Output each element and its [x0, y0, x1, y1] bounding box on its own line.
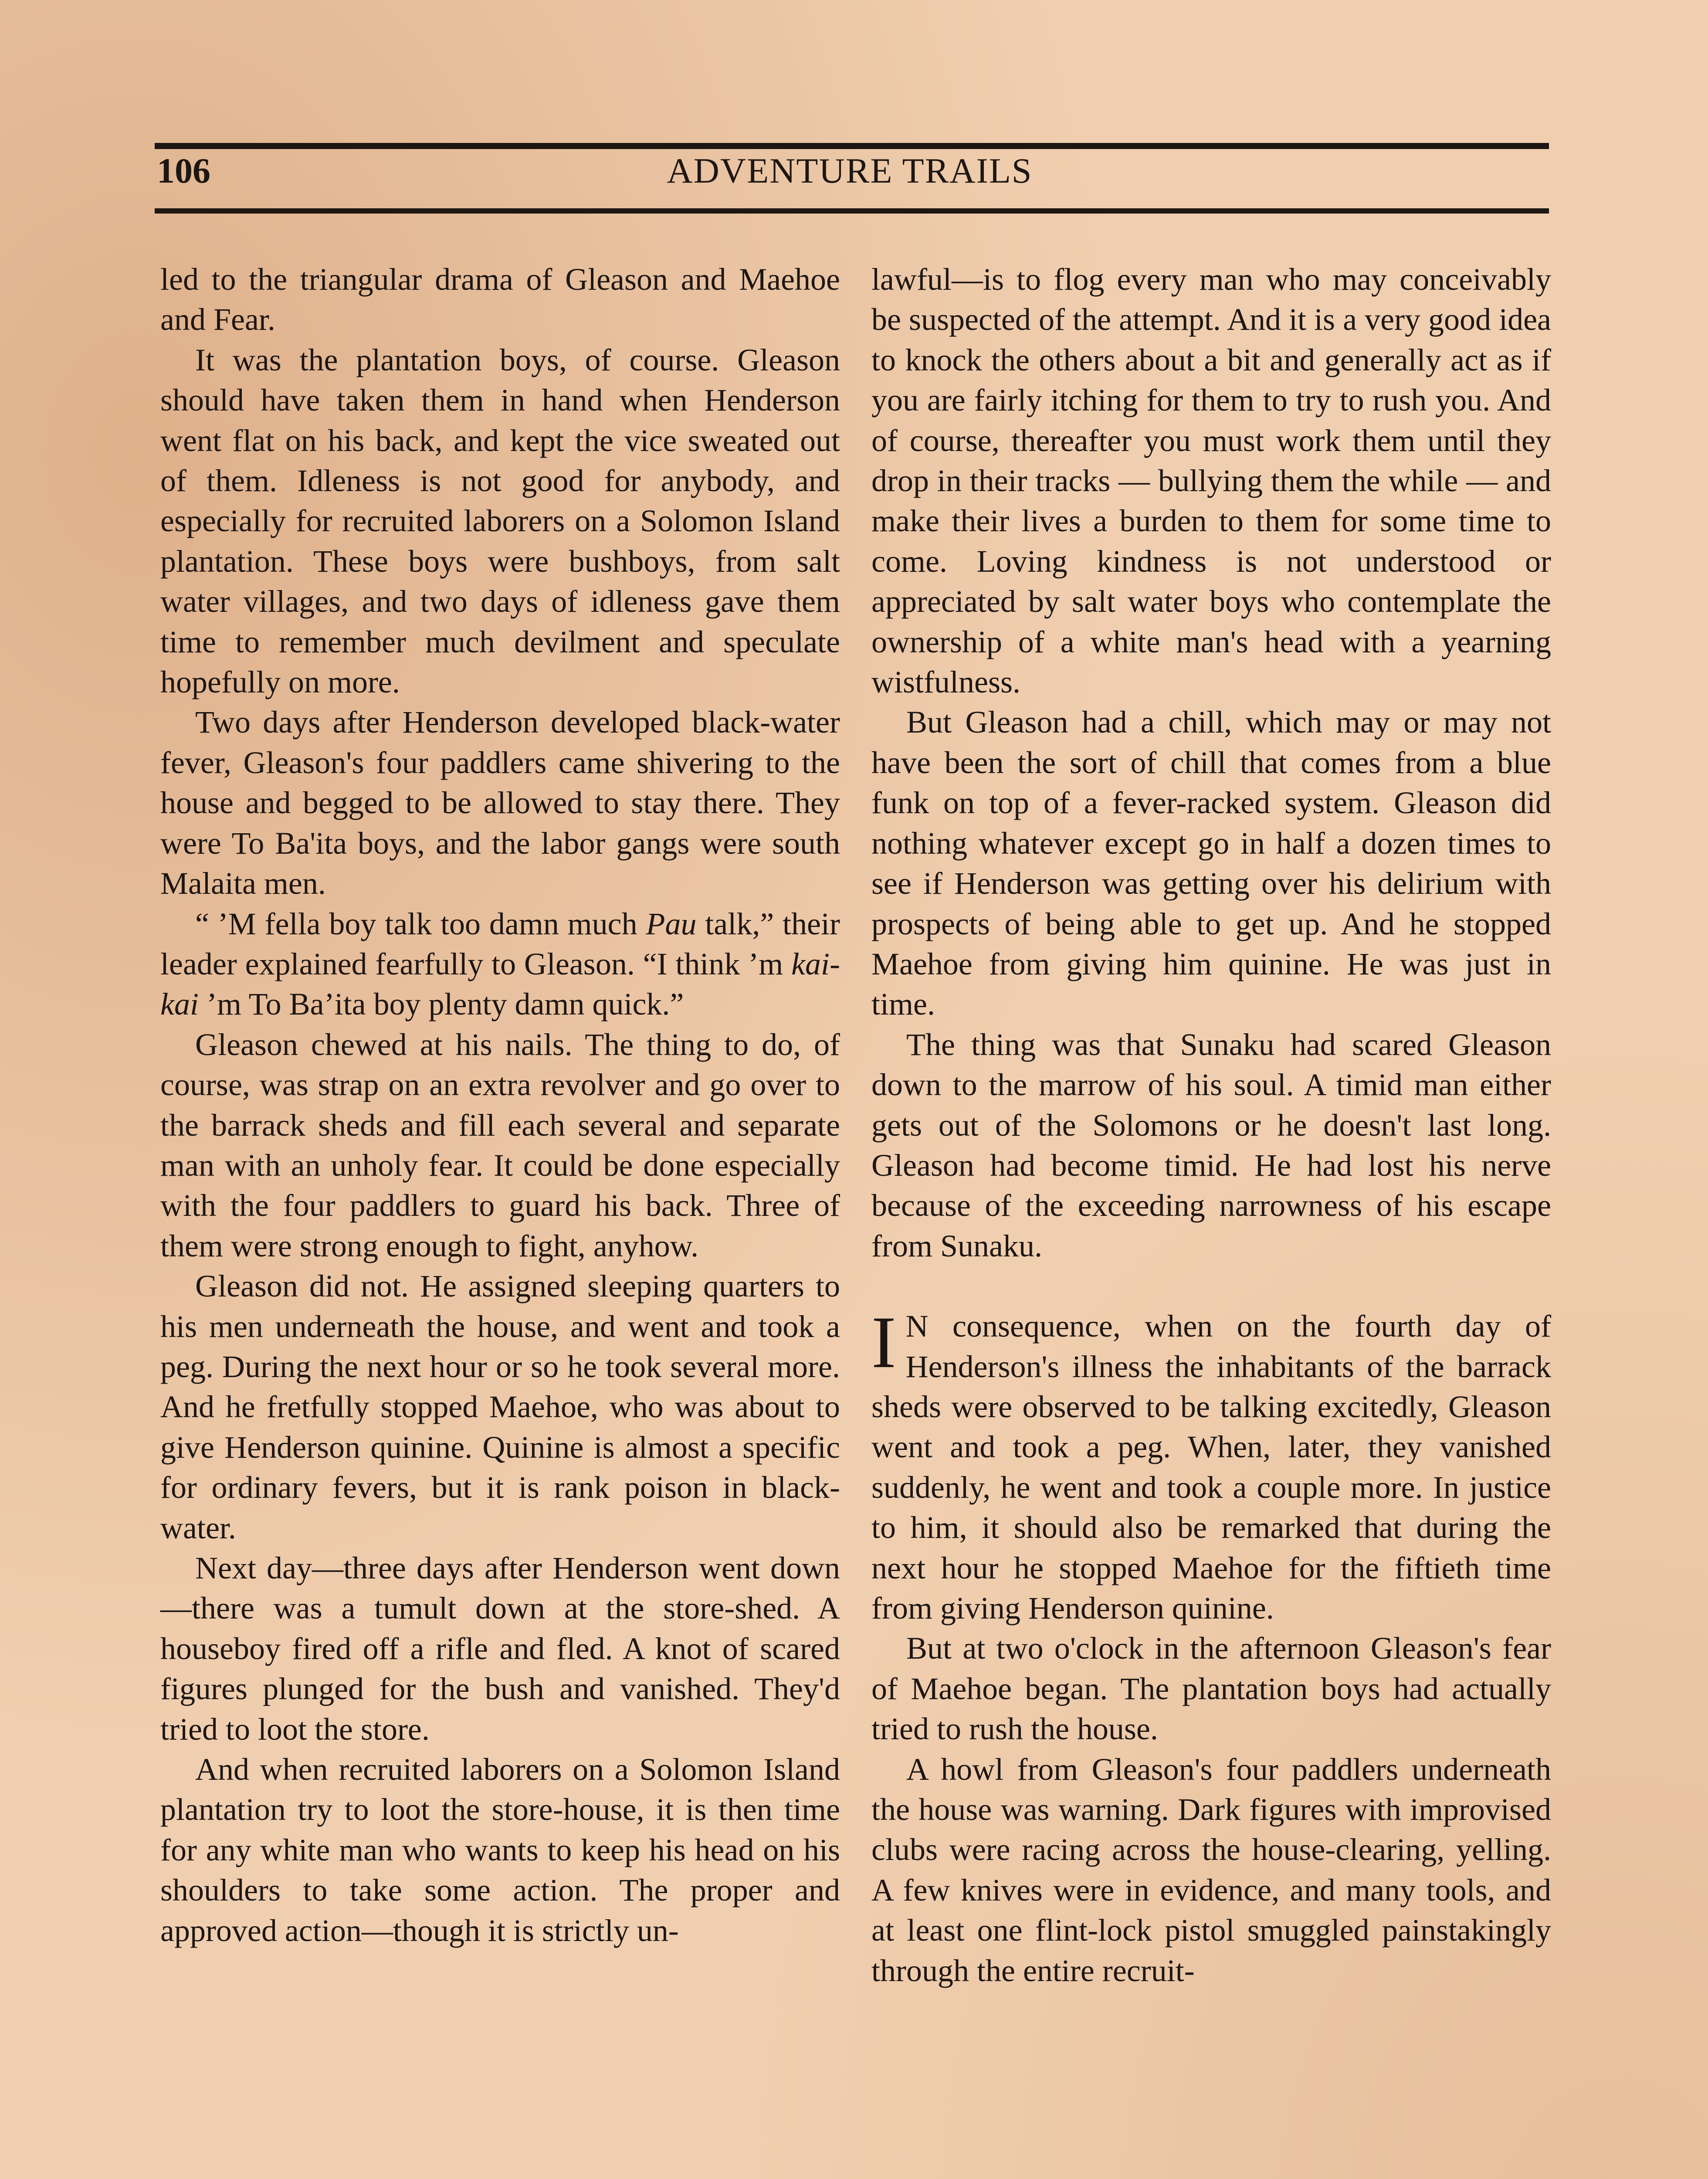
paragraph [160, 1749, 840, 1951]
paragraph [160, 1025, 840, 1266]
paragraph-text: N consequence, when on the fourth day of Henderson's illness the inhabitants of the barrack sheds were observed to be talking excitedly, Gleason went and took a peg. When, later, they vanished suddenly, he went and took a couple more. In justice to him, it should also be remarked that during the next hour he stopped Maehoe for the fiftieth time from giving Henderson quinine. [871, 1309, 1551, 1626]
drop-cap: I [871, 1301, 896, 1384]
text-column-right [871, 259, 1551, 1991]
paragraph-text: The thing was that Sunaku had scared Gleason down to the marrow of his soul. A timid man either gets out of the Solomons or he doesn't last long. Gleason had become timid. He had lost his nerve because of the exceeding narrowness of his escape from Sunaku. [871, 1027, 1551, 1263]
paragraph-text: Gleason did not. He assigned sleeping quarters to his men underneath the house, and went and took a peg. During the next hour or so he took several more. And he fretfully stopped Maehoe, who was about to give Henderson quinine. Quinine is almost a specific for ordinary fevers, but it is rank poison in black-water. [160, 1269, 840, 1545]
paragraph [160, 1266, 840, 1548]
paragraph [160, 1548, 840, 1749]
running-head: ADVENTURE TRAILS [667, 151, 1033, 190]
paragraph [160, 340, 840, 703]
paragraph-text: A howl from Gleason's four paddlers underneath the house was warning. Dark figures with improvised clubs were racing across the house-clearing, yelling. A few knives were in evidence, and many tools, and at least one flint-lock pistol smuggled painstakingly through the entire recruit- [871, 1751, 1551, 1988]
paragraph-text: lawful—is to flog every man who may conceivably be suspected of the attempt. And it is a very good idea to knock the others about a bit and generally act as if you are fairly itching for them to try to rush you. And of course, thereafter you must work them until they drop in their tracks — bullying them the while — and make their lives a burden to them for some time to come. Loving kindness is not understood or appreciated by salt water boys who contemplate the ownership of a white man's head with a yearning wistfulness. [871, 262, 1551, 700]
paragraph-text: Two days after Henderson developed black-water fever, Gleason's four paddlers came shivering to the house and begged to be allowed to stay there. They were To Ba'ita boys, and the labor gangs were south Malaita men. [160, 705, 840, 901]
header-rule-top [155, 143, 1549, 149]
paragraph [160, 702, 840, 903]
paragraph-text: It was the plantation boys, of course. Gleason should have taken them in hand when Henderson went flat on his back, and kept the vice sweated out of them. Idleness is not good for anybody, and especially for recruited laborers on a Solomon Island plantation. These boys were bushboys, from salt water villages, and two days of idleness gave them time to remember much devilment and speculate hopefully on more. [160, 342, 840, 700]
paragraph-text: “ ’M fella boy talk too damn much Pau talk,” their leader explained fearfully to Gleason. “I think ’m kai-kai ’m To Ba’ita boy plenty damn quick.” [160, 906, 840, 1022]
paragraph [871, 1025, 1551, 1266]
paragraph [871, 1301, 1551, 1628]
header-rule-bottom [155, 208, 1549, 214]
paragraph-text: And when recruited laborers on a Solomon Island plantation try to loot the store-house, it is then time for any white man who wants to keep his head on his shoulders to take some action. The proper and approved action—though it is strictly un- [160, 1752, 840, 1948]
paragraph [871, 259, 1551, 702]
paragraph-text: led to the triangular drama of Gleason and Maehoe and Fear. [160, 262, 840, 337]
paragraph [871, 702, 1551, 1024]
page-number: 106 [157, 151, 210, 190]
paragraph [871, 1749, 1551, 1991]
paragraph-text: Gleason chewed at his nails. The thing to do, of course, was strap on an extra revolver and go over to the barrack sheds and fill each several and separate man with an unholy fear. It could be done especially with the four paddlers to guard his back. Three of them were strong enough to fight, anyhow. [160, 1027, 840, 1263]
paragraph [160, 904, 840, 1025]
paragraph-text: But at two o'clock in the afternoon Gleason's fear of Maehoe began. The plantation boys had actually tried to rush the house. [871, 1631, 1551, 1747]
paragraph-text: But Gleason had a chill, which may or may not have been the sort of chill that comes from a blue funk on top of a fever-racked system. Gleason did nothing whatever except go in half a dozen times to see if Henderson was getting over his delirium with prospects of being able to get up. And he stopped Maehoe from giving him quinine. He was just in time. [871, 705, 1551, 1022]
paragraph [160, 259, 840, 340]
paragraph-text: Next day—three days after Henderson went down—there was a tumult down at the store-shed. A houseboy fired off a rifle and fled. A knot of scared figures plunged for the bush and vanished. They'd tried to loot the store. [160, 1551, 840, 1747]
text-column-left [160, 259, 840, 1951]
paragraph [871, 1628, 1551, 1749]
